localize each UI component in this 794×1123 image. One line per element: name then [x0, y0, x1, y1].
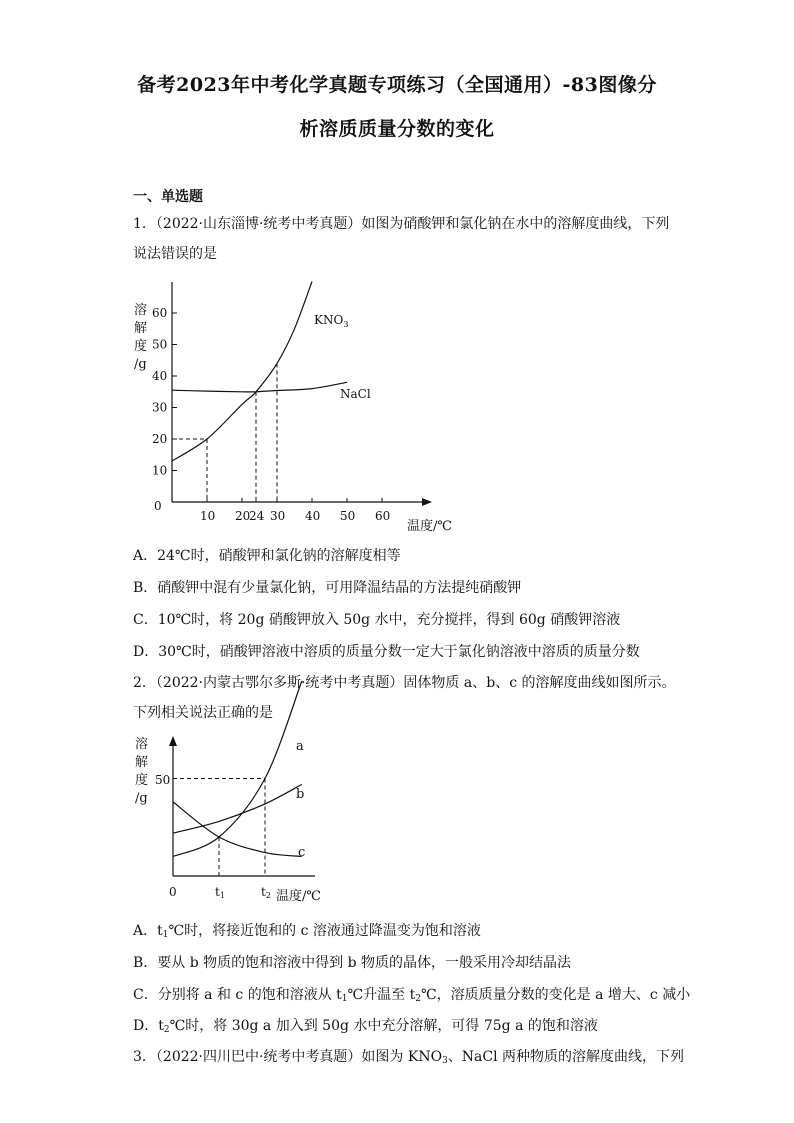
q1-option-c[interactable]: C．10℃时，将 20g 硝酸钾放入 50g 水中，充分搅拌，得到 60g 硝酸钾溶液	[133, 612, 621, 628]
chart1-xtick-label: 30	[270, 509, 286, 523]
chart2-ylabel-4: /g	[135, 791, 148, 806]
chart1-series-kno3	[172, 282, 312, 462]
page-title-line2: 析溶质质量分数的变化	[299, 118, 495, 140]
chart1-ytick-label: 50	[152, 337, 168, 352]
chart1-ylabel-2: 解	[134, 321, 148, 336]
chart1-ytick-label: 10	[152, 463, 168, 478]
q2-stem-line1: 2．（2022·内蒙古鄂尔多斯·统考中考真题）固体物质 a、b、c 的溶解度曲线如图所示。	[133, 675, 676, 691]
chart2-xlabel: 温度/℃	[276, 889, 321, 904]
chart1-xtick-label: 24	[249, 509, 265, 523]
chart-abc-solubility	[130, 726, 330, 906]
q2-option-a[interactable]: A．$t_1℃$时，将接近饱和的 c 溶液通过降温变为饱和溶液	[133, 923, 481, 940]
q1-option-d[interactable]: D．30℃时，硝酸钾溶液中溶质的质量分数一定大于氯化钠溶液中溶质的质量分数	[133, 644, 640, 660]
chart1-xtick-label: 40	[305, 509, 321, 523]
chart2-xtick-t2: t2	[261, 885, 271, 900]
q2-option-b[interactable]: B．要从 b 物质的饱和溶液中得到 b 物质的晶体，一般采用冷却结晶法	[133, 955, 572, 971]
q2-option-c[interactable]: C．分别将 a 和 c 的饱和溶液从 $t_1℃$升温至 $t_2℃$，溶质质量分数的变化是 a 增大、c 减小	[133, 987, 691, 1004]
chart2-series-c	[173, 802, 302, 857]
page-title-line1: 备考2023年中考化学真题专项练习（全国通用）-83图像分	[137, 74, 657, 96]
chart2-ylabel-3: 度	[135, 773, 149, 788]
chart2-series-b	[173, 784, 305, 833]
chart1-label-nacl: NaCl	[340, 387, 371, 401]
q2-option-d[interactable]: D．$t_2℃$时，将 30g a 加入到 50g 水中充分溶解，可得 75g a 的饱和溶液	[133, 1018, 598, 1035]
chart1-xtick-label: 50	[340, 509, 356, 523]
chart1-xtick-label: 60	[375, 509, 391, 523]
chart2-label-b: b	[296, 787, 305, 802]
chart1-ylabel-1: 溶	[134, 303, 148, 318]
chart2-ytick-50: 50	[155, 773, 171, 787]
chart2-y-arrow	[169, 736, 177, 746]
chart1-ytick-label: 20	[152, 432, 168, 446]
chart1-ylabel-4: /g	[134, 357, 147, 372]
chart-kno3-nacl-solubility	[130, 262, 470, 532]
chart1-xlabel: 温度/℃	[407, 519, 452, 534]
chart1-xtick-label: 20	[235, 509, 251, 523]
chart1-ytick-label: 0	[154, 499, 162, 513]
chart2-ylabel-2: 解	[135, 755, 149, 770]
chart2-label-a: a	[296, 739, 304, 754]
chart2-xtick-t1: t1	[215, 885, 225, 900]
q1-stem-line1: 1．（2022·山东淄博·统考中考真题）如图为硝酸钾和氯化钠在水中的溶解度曲线，下列	[133, 216, 670, 232]
chart1-xtick-label: 10	[200, 509, 216, 523]
chart1-ytick-label: 60	[152, 306, 168, 320]
chart1-label-kno3: $KNO_3$	[314, 313, 349, 329]
section-heading: 一、单选题	[133, 189, 203, 205]
chart2-xtick-0: 0	[169, 885, 177, 899]
q2-stem-line2: 下列相关说法正确的是	[133, 705, 273, 721]
chart1-ytick-label: 30	[152, 400, 168, 415]
q1-option-b[interactable]: B．硝酸钾中混有少量氯化钠，可用降温结晶的方法提纯硝酸钾	[133, 580, 522, 596]
chart2-ylabel-1: 溶	[135, 737, 149, 752]
q3-stem-line1: 3．（2022·四川巴中·统考中考真题）如图为 $KNO_3$、NaCl 两种物质的溶解度曲线，下列	[133, 1049, 685, 1066]
chart2-label-c: c	[298, 845, 306, 860]
q1-stem-line2: 说法错误的是	[133, 246, 217, 262]
chart1-ytick-label: 40	[152, 369, 168, 383]
chart1-x-arrow	[422, 498, 432, 506]
chart1-ylabel-3: 度	[134, 339, 148, 354]
q1-option-a[interactable]: A．24℃时，硝酸钾和氯化钠的溶解度相等	[133, 548, 401, 564]
